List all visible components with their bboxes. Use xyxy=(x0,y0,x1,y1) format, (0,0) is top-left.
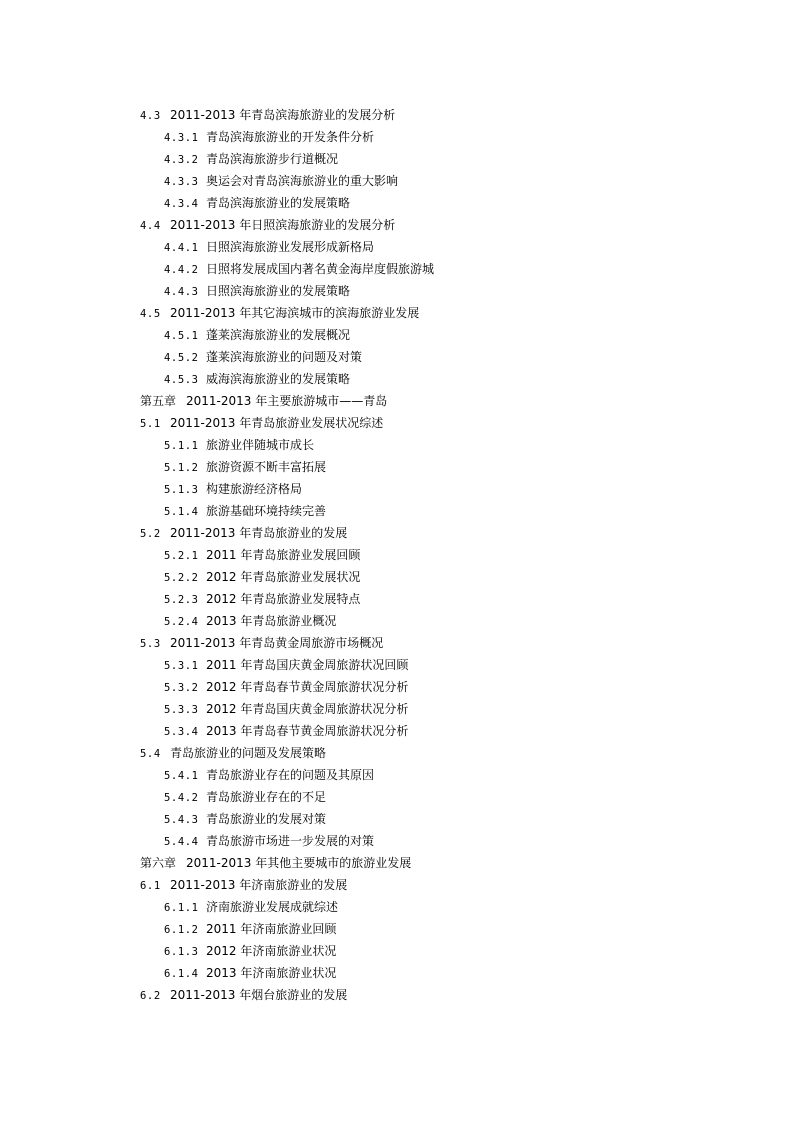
toc-entry-title: 构建旅游经济格局 xyxy=(206,482,303,496)
toc-subsection xyxy=(140,192,760,214)
toc-section xyxy=(140,522,760,544)
toc-entry-number: 5.4.4 xyxy=(164,836,199,848)
toc-entry-title: 旅游基础环境持续完善 xyxy=(206,504,327,518)
toc-subsection xyxy=(140,830,760,852)
toc-subsection xyxy=(140,148,760,170)
toc-entry-title: 2012 年青岛国庆黄金周旅游状况分析 xyxy=(206,702,409,716)
toc-entry-title: 2012 年济南旅游业状况 xyxy=(206,944,337,958)
toc-entry-title: 青岛旅游业存在的问题及其原因 xyxy=(206,768,375,782)
toc-entry-title: 2011-2013 年其它海滨城市的滨海旅游业发展 xyxy=(170,306,420,320)
toc-entry-number: 5.2.2 xyxy=(164,572,199,584)
toc-subsection xyxy=(140,368,760,390)
toc-entry-number: 6.2 xyxy=(140,990,161,1002)
toc-entry-title: 2013 年青岛春节黄金周旅游状况分析 xyxy=(206,724,409,738)
toc-entry-title: 日照滨海旅游业的发展策略 xyxy=(206,284,351,298)
toc-entry-title: 2012 年青岛旅游业发展特点 xyxy=(206,592,361,606)
toc-entry-title: 青岛滨海旅游业的开发条件分析 xyxy=(206,130,375,144)
toc-subsection xyxy=(140,500,760,522)
toc-section xyxy=(140,984,760,1006)
toc-entry-number: 5.2.1 xyxy=(164,550,199,562)
toc-entry-title: 青岛滨海旅游业的发展策略 xyxy=(206,196,351,210)
toc-entry-title: 2011 年青岛旅游业发展回顾 xyxy=(206,548,361,562)
toc-subsection xyxy=(140,610,760,632)
toc-entry-number: 6.1.4 xyxy=(164,968,199,980)
toc-entry-number: 5.1.1 xyxy=(164,440,199,452)
toc-section xyxy=(140,874,760,896)
toc-entry-title: 奥运会对青岛滨海旅游业的重大影响 xyxy=(206,174,399,188)
toc-chapter xyxy=(140,852,760,874)
toc-section xyxy=(140,104,760,126)
toc-section xyxy=(140,412,760,434)
toc-subsection xyxy=(140,258,760,280)
toc-entry-title: 2011-2013 年主要旅游城市——青岛 xyxy=(186,394,388,408)
toc-subsection xyxy=(140,588,760,610)
toc-entry-title: 2011-2013 年其他主要城市的旅游业发展 xyxy=(186,856,412,870)
toc-entry-number: 4.3.1 xyxy=(164,132,199,144)
toc-entry-number: 5.1.2 xyxy=(164,462,199,474)
toc-section xyxy=(140,302,760,324)
toc-entry-number: 4.5.1 xyxy=(164,330,199,342)
toc-subsection xyxy=(140,808,760,830)
toc-entry-number: 5.4 xyxy=(140,748,161,760)
toc-entry-title: 2011-2013 年青岛滨海旅游业的发展分析 xyxy=(170,108,396,122)
toc-entry-title: 2011 年青岛国庆黄金周旅游状况回顾 xyxy=(206,658,409,672)
toc-subsection xyxy=(140,698,760,720)
toc-entry-title: 济南旅游业发展成就综述 xyxy=(206,900,339,914)
toc-subsection xyxy=(140,280,760,302)
toc-entry-number: 5.2.4 xyxy=(164,616,199,628)
toc-entry-title: 2011-2013 年青岛旅游业的发展 xyxy=(170,526,348,540)
toc-subsection xyxy=(140,654,760,676)
toc-entry-number: 第五章 xyxy=(140,394,177,408)
toc-entry-number: 4.3.2 xyxy=(164,154,199,166)
toc-subsection xyxy=(140,896,760,918)
toc-entry-number: 5.4.2 xyxy=(164,792,199,804)
toc-entry-number: 5.2.3 xyxy=(164,594,199,606)
table-of-contents xyxy=(140,104,760,1006)
toc-entry-number: 6.1.2 xyxy=(164,924,199,936)
toc-entry-number: 第六章 xyxy=(140,856,177,870)
toc-entry-title: 2013 年青岛旅游业概况 xyxy=(206,614,337,628)
toc-entry-title: 2012 年青岛旅游业发展状况 xyxy=(206,570,361,584)
toc-entry-title: 青岛旅游业的问题及发展策略 xyxy=(170,746,327,760)
toc-entry-title: 2011-2013 年青岛黄金周旅游市场概况 xyxy=(170,636,384,650)
toc-subsection xyxy=(140,720,760,742)
toc-entry-number: 5.3 xyxy=(140,638,161,650)
toc-entry-number: 5.3.2 xyxy=(164,682,199,694)
toc-entry-number: 5.3.3 xyxy=(164,704,199,716)
toc-subsection xyxy=(140,566,760,588)
toc-entry-title: 青岛滨海旅游步行道概况 xyxy=(206,152,339,166)
toc-entry-number: 5.4.3 xyxy=(164,814,199,826)
toc-entry-number: 5.4.1 xyxy=(164,770,199,782)
toc-entry-title: 2012 年青岛春节黄金周旅游状况分析 xyxy=(206,680,409,694)
toc-subsection xyxy=(140,126,760,148)
toc-subsection xyxy=(140,346,760,368)
toc-entry-title: 青岛旅游市场进一步发展的对策 xyxy=(206,834,375,848)
toc-subsection xyxy=(140,434,760,456)
toc-subsection xyxy=(140,236,760,258)
toc-entry-number: 5.1 xyxy=(140,418,161,430)
toc-section xyxy=(140,742,760,764)
toc-entry-number: 6.1 xyxy=(140,880,161,892)
toc-entry-number: 5.3.4 xyxy=(164,726,199,738)
toc-subsection xyxy=(140,478,760,500)
toc-subsection xyxy=(140,918,760,940)
toc-section xyxy=(140,632,760,654)
toc-subsection xyxy=(140,962,760,984)
toc-entry-number: 5.1.4 xyxy=(164,506,199,518)
toc-section xyxy=(140,214,760,236)
toc-entry-title: 日照将发展成国内著名黄金海岸度假旅游城 xyxy=(206,262,435,276)
toc-entry-number: 4.3 xyxy=(140,110,161,122)
toc-entry-title: 2011 年济南旅游业回顾 xyxy=(206,922,337,936)
toc-entry-number: 4.4 xyxy=(140,220,161,232)
toc-subsection xyxy=(140,764,760,786)
toc-entry-title: 青岛旅游业存在的不足 xyxy=(206,790,327,804)
toc-entry-number: 5.3.1 xyxy=(164,660,199,672)
toc-entry-number: 4.4.2 xyxy=(164,264,199,276)
toc-entry-title: 旅游业伴随城市成长 xyxy=(206,438,315,452)
toc-entry-number: 4.5.2 xyxy=(164,352,199,364)
toc-entry-number: 4.4.3 xyxy=(164,286,199,298)
toc-subsection xyxy=(140,786,760,808)
toc-entry-title: 日照滨海旅游业发展形成新格局 xyxy=(206,240,375,254)
toc-entry-title: 青岛旅游业的发展对策 xyxy=(206,812,327,826)
toc-entry-number: 4.5 xyxy=(140,308,161,320)
toc-entry-number: 5.2 xyxy=(140,528,161,540)
toc-entry-title: 2011-2013 年日照滨海旅游业的发展分析 xyxy=(170,218,396,232)
toc-entry-title: 2011-2013 年烟台旅游业的发展 xyxy=(170,988,348,1002)
toc-subsection xyxy=(140,940,760,962)
toc-subsection xyxy=(140,324,760,346)
toc-entry-number: 4.3.3 xyxy=(164,176,199,188)
toc-subsection xyxy=(140,456,760,478)
toc-subsection xyxy=(140,676,760,698)
toc-entry-title: 2011-2013 年青岛旅游业发展状况综述 xyxy=(170,416,384,430)
toc-entry-title: 2011-2013 年济南旅游业的发展 xyxy=(170,878,348,892)
toc-entry-title: 2013 年济南旅游业状况 xyxy=(206,966,337,980)
toc-subsection xyxy=(140,170,760,192)
toc-entry-title: 旅游资源不断丰富拓展 xyxy=(206,460,327,474)
toc-entry-title: 蓬莱滨海旅游业的发展概况 xyxy=(206,328,351,342)
toc-chapter xyxy=(140,390,760,412)
toc-entry-number: 5.1.3 xyxy=(164,484,199,496)
toc-entry-number: 4.5.3 xyxy=(164,374,199,386)
toc-entry-number: 6.1.1 xyxy=(164,902,199,914)
toc-entry-title: 蓬莱滨海旅游业的问题及对策 xyxy=(206,350,363,364)
toc-entry-number: 4.3.4 xyxy=(164,198,199,210)
toc-subsection xyxy=(140,544,760,566)
toc-entry-number: 6.1.3 xyxy=(164,946,199,958)
toc-entry-title: 威海滨海旅游业的发展策略 xyxy=(206,372,351,386)
toc-entry-number: 4.4.1 xyxy=(164,242,199,254)
